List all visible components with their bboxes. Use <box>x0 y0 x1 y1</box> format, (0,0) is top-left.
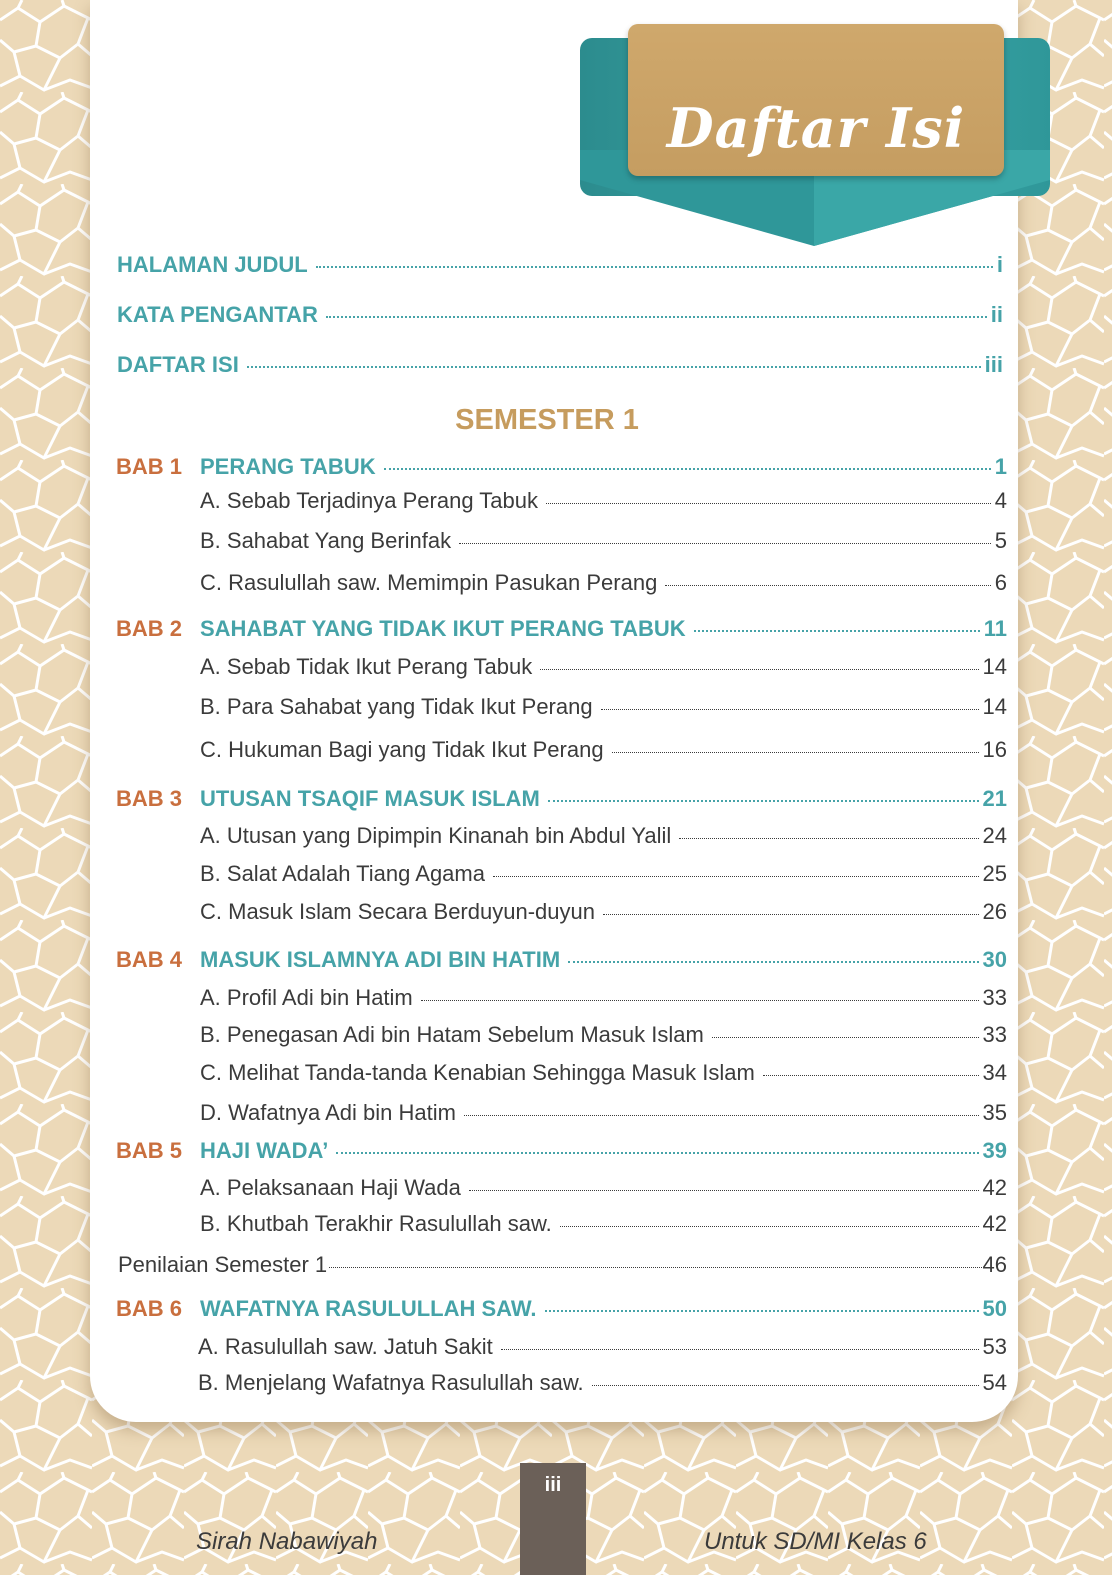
section-title: B. Para Sahabat yang Tidak Ikut Perang <box>200 694 593 719</box>
toc-page: i <box>996 252 1003 277</box>
toc-chapter[interactable] <box>116 1138 1007 1164</box>
chapter-number: BAB 1 <box>116 454 183 479</box>
toc-page: 53 <box>982 1334 1007 1359</box>
leader-dots <box>694 630 980 632</box>
toc-page: ii <box>990 302 1003 327</box>
chapter-number: BAB 6 <box>116 1296 183 1321</box>
leader-dots <box>421 1000 979 1001</box>
toc-page: 50 <box>982 1296 1007 1321</box>
leader-dots <box>326 316 987 318</box>
section-title: B. Salat Adalah Tiang Agama <box>200 861 485 886</box>
leader-dots <box>493 876 979 877</box>
leader-dots <box>548 800 979 802</box>
leader-dots <box>316 266 993 268</box>
toc-page: 46 <box>982 1252 1007 1277</box>
leader-dots <box>459 543 991 544</box>
chapter-title: SAHABAT YANG TIDAK IKUT PERANG TABUK <box>200 616 686 641</box>
leader-dots <box>560 1226 979 1227</box>
chapter-number: BAB 2 <box>116 616 183 641</box>
leader-dots <box>712 1037 979 1038</box>
leader-dots <box>247 366 981 368</box>
section-title: B. Menjelang Wafatnya Rasulullah saw. <box>198 1370 584 1395</box>
toc-front-item[interactable] <box>117 352 1003 378</box>
toc-front-item[interactable] <box>117 302 1003 328</box>
toc-page: 24 <box>982 823 1007 848</box>
toc-section[interactable] <box>200 654 1007 680</box>
chapter-title: MASUK ISLAMNYA ADI BIN HATIM <box>200 947 561 972</box>
section-title: A. Rasulullah saw. Jatuh Sakit <box>198 1334 493 1359</box>
section-title: A. Utusan yang Dipimpin Kinanah bin Abdul Yalil <box>200 823 672 848</box>
toc-page: 34 <box>982 1060 1007 1085</box>
assessment-title: Penilaian Semester 1 <box>118 1252 328 1277</box>
leader-dots <box>603 914 979 915</box>
toc-page: 6 <box>994 570 1007 595</box>
chapter-number: BAB 5 <box>116 1138 183 1163</box>
section-title: C. Hukuman Bagi yang Tidak Ikut Perang <box>200 737 604 762</box>
leader-dots <box>336 1152 978 1154</box>
toc-chapter[interactable] <box>116 947 1007 973</box>
leader-dots <box>601 709 979 710</box>
toc-section[interactable] <box>200 694 1007 720</box>
toc-section[interactable] <box>198 1334 1007 1360</box>
toc-front-item[interactable] <box>117 252 1003 278</box>
leader-dots <box>679 838 978 839</box>
chapter-number: BAB 4 <box>116 947 183 972</box>
section-title: A. Profil Adi bin Hatim <box>200 985 413 1010</box>
toc-page: 33 <box>982 985 1007 1010</box>
leader-dots <box>384 468 991 470</box>
toc-section[interactable] <box>200 528 1007 554</box>
chapter-title: PERANG TABUK <box>200 454 376 479</box>
toc-section[interactable] <box>200 737 1007 763</box>
leader-dots <box>568 961 978 963</box>
toc-page: 21 <box>982 786 1007 811</box>
chapter-title: HAJI WADA’ <box>200 1138 329 1163</box>
leader-dots <box>763 1075 979 1076</box>
toc-page: 42 <box>982 1211 1007 1236</box>
toc-section[interactable] <box>200 570 1007 596</box>
toc-section[interactable] <box>200 1100 1007 1126</box>
leader-dots <box>592 1385 979 1386</box>
toc-page: 42 <box>982 1175 1007 1200</box>
leader-dots <box>469 1190 979 1191</box>
section-title: C. Rasulullah saw. Memimpin Pasukan Perang <box>200 570 658 595</box>
toc-page: 25 <box>982 861 1007 886</box>
toc-page: 39 <box>982 1138 1007 1163</box>
toc-page: 16 <box>982 737 1007 762</box>
leader-dots <box>546 503 991 504</box>
leader-dots <box>612 752 979 753</box>
toc-page: 33 <box>982 1022 1007 1047</box>
chapter-number: BAB 3 <box>116 786 183 811</box>
page-title: Daftar Isi <box>666 96 966 160</box>
semester-heading: SEMESTER 1 <box>455 404 639 436</box>
leader-dots <box>545 1310 979 1312</box>
toc-page: 35 <box>982 1100 1007 1125</box>
toc-section[interactable] <box>200 1022 1007 1048</box>
toc-page: 14 <box>982 654 1007 679</box>
toc-chapter[interactable] <box>116 1296 1007 1322</box>
leader-dots <box>329 1267 981 1268</box>
toc-page: 5 <box>994 528 1007 553</box>
toc-section[interactable] <box>200 1175 1007 1201</box>
page-number: iii <box>544 1474 562 1496</box>
section-title: D. Wafatnya Adi bin Hatim <box>200 1100 456 1125</box>
toc-chapter[interactable] <box>116 454 1007 480</box>
leader-dots <box>665 585 990 586</box>
toc-section[interactable] <box>200 1211 1007 1237</box>
toc-section[interactable] <box>200 1060 1007 1086</box>
toc-section[interactable] <box>198 1370 1007 1396</box>
toc-section[interactable] <box>200 861 1007 887</box>
section-title: A. Pelaksanaan Haji Wada <box>200 1175 461 1200</box>
toc-page: 14 <box>982 694 1007 719</box>
toc-label: HALAMAN JUDUL <box>117 252 308 277</box>
toc-section[interactable] <box>200 985 1007 1011</box>
toc-page: iii <box>984 352 1003 377</box>
footer-book-title: Sirah Nabawiyah <box>196 1528 378 1555</box>
leader-dots <box>464 1115 979 1116</box>
section-title: C. Masuk Islam Secara Berduyun-duyun <box>200 899 595 924</box>
chapter-title: UTUSAN TSAQIF MASUK ISLAM <box>200 786 540 811</box>
toc-chapter[interactable] <box>116 786 1007 812</box>
toc-section[interactable] <box>200 488 1007 514</box>
toc-assessment[interactable] <box>118 1252 1007 1278</box>
toc-section[interactable] <box>200 899 1007 925</box>
toc-section[interactable] <box>200 823 1007 849</box>
toc-page: 54 <box>982 1370 1007 1395</box>
toc-page: 30 <box>982 947 1007 972</box>
leader-dots <box>540 669 978 670</box>
section-title: B. Sahabat Yang Berinfak <box>200 528 452 553</box>
toc-page: 11 <box>983 616 1007 641</box>
toc-chapter[interactable] <box>116 616 1007 642</box>
toc-page: 26 <box>982 899 1007 924</box>
toc-page: 1 <box>994 454 1007 479</box>
toc-label: KATA PENGANTAR <box>117 302 318 327</box>
chapter-title: WAFATNYA RASULULLAH SAW. <box>200 1296 537 1321</box>
leader-dots <box>501 1349 979 1350</box>
footer-audience: Untuk SD/MI Kelas 6 <box>704 1528 927 1555</box>
section-title: A. Sebab Tidak Ikut Perang Tabuk <box>200 654 533 679</box>
toc-label: DAFTAR ISI <box>117 352 239 377</box>
section-title: B. Penegasan Adi bin Hatam Sebelum Masuk Islam <box>200 1022 704 1047</box>
section-title: B. Khutbah Terakhir Rasulullah saw. <box>200 1211 552 1236</box>
toc-page: 4 <box>994 488 1007 513</box>
section-title: A. Sebab Terjadinya Perang Tabuk <box>200 488 538 513</box>
section-title: C. Melihat Tanda-tanda Kenabian Sehingga Masuk Islam <box>200 1060 755 1085</box>
